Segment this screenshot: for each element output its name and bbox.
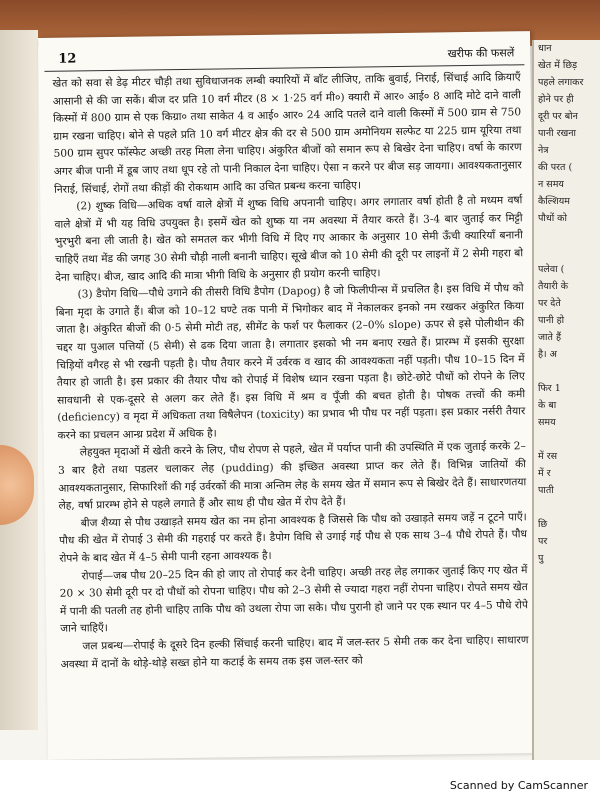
facing-page-line: की परत (: [538, 162, 573, 173]
facing-page-line: पर देते: [538, 298, 561, 309]
facing-page-line: है। अ: [538, 349, 557, 360]
book-page: [38, 31, 540, 760]
facing-page-line: पानी हो: [538, 315, 565, 326]
facing-page-line: फिर 1: [538, 383, 561, 394]
facing-page-line: के बा: [538, 400, 557, 411]
facing-page-line: कैल्शियम: [538, 196, 570, 207]
facing-page-line: पहले लगाकर: [538, 77, 584, 88]
facing-page-line: [534, 244, 600, 261]
page-body: [38, 65, 538, 674]
facing-page-line: होने पर ही: [538, 94, 574, 105]
facing-page-line: दूरी पर बोन: [538, 111, 578, 122]
facing-page-line: पाती: [538, 485, 554, 496]
paragraph-puddling: लेहयुक्त मृदाओं में खेती करने के लिए, पौध रोपण से पहले, खेत में पर्याप्त पानी की उपस्थिति में एक जुताई करके 2–3 बार हैरो तथा पडलर चलाकर लेह (pudding) की इच्छित अवस्था प्राप्त कर लेते हैं। विभिन्न जातियों की आवश्यकतानुसार, सिफारिशों की गई उर्वरकों की मात्रा अन्तिम लेह के समय खेत में समान रूप से बिखेर देते हैं। साधारणतया लेह, वर्षा प्रारम्भ होने से पहले लगाते हैं और साथ ही पौध खेत में रोप देते हैं।: [57, 440, 527, 513]
facing-page-line: नेत्र: [538, 145, 549, 156]
book-left-edge: [0, 30, 38, 730]
facing-page: [532, 40, 600, 760]
paragraph-water-management: जल प्रबन्ध—रोपाई के दूसरे दिन हल्की सिंचाई करनी चाहिए। बाद में जल-स्तर 5 सेमी तक कर देना चाहिए। साधारण अवस्था में दानों के थोड़े-थोड़े सख्त होने या कटाई के समय तक इस जल-स्तर को: [60, 634, 529, 671]
facing-page-line: [534, 431, 600, 448]
paragraph-uprooting: बीज शैय्या से पौध उखाड़ते समय खेत का नम होना आवश्यक है जिससे कि पौध को उखाड़ते समय जड़ें न टूटने पाएँ। पौध की खेत में रोपाई 3 सेमी की गहराई पर करते हैं। डैपोग विधि से उगाई गई पौध से एक साथ 3–4 पौधे रोपते हैं। पौध रोपने के बाद खेत में 4–5 सेमी पानी रहना आवश्यक है।: [58, 511, 528, 565]
scanner-watermark: Scanned by CamScanner: [449, 779, 588, 792]
paragraph-transplanting: रोपाई—जब पौध 20–25 दिन की हो जाए तो रोपाई कर देनी चाहिए। अच्छी तरह लेह लगाकर जुताई किए गए खेत में 20 × 30 सेमी दूरी पर दो पौधों को रोपना चाहिए। पौध को 2–3 सेमी से ज्यादा गहरा नहीं रोपना चाहिए। रोपते समय खेत में पानी की पतली तह होनी चाहिए ताकि पौध को उथला रोपा जा सके। पौध पुरानी हो जाने पर एक स्थान पर 4–5 पौधे रोपे जाने चाहिएँ।: [59, 563, 529, 636]
facing-page-line: पु: [538, 553, 544, 564]
paragraph-dry-method: (2) शुष्क विधि—अधिक वर्षा वाले क्षेत्रों में शुष्क विधि अपनानी चाहिए। अगर लगातार वर्षा होती है तो मध्यम वर्षा वाले क्षेत्रों में भी यह विधि उपयुक्त है। इसमें खेत को शुष्क या नम अवस्था में तैयार करते हैं। 3-4 बार जुताई कर मिट्टी भुरभुरी बना ली जाती है। खेत को समतल कर भीगी विधि में दिए गए आकार के अनुसार 10 सेमी ऊँची क्यारियाँ बनानी चाहिएँ तथा मेंड की जगह 30 सेमी चौड़ी नाली बनानी चाहिए। सूखे बीज को 10 सेमी की दूरी पर लाइनों में 2 सेमी गहरा बो देना चाहिए। बीज, खाद आदि की मात्रा भीगी विधि के अनुसार ही प्रयोग करनी चाहिए।: [54, 194, 524, 284]
facing-page-line: जाते हैं: [538, 332, 561, 343]
facing-page-line: [534, 227, 600, 244]
facing-page-line: पर: [538, 536, 548, 547]
facing-page-line: [534, 499, 600, 516]
facing-page-line: [534, 363, 600, 380]
facing-page-line: समय: [538, 417, 556, 428]
paragraph-wet-method: खेत को सवा से डेढ़ मीटर चौड़ी तथा सुविधाजनक लम्बी क्यारियों में बाँट लीजिए, ताकि बुवाई, निराई, सिंचाई आदि क्रियाएँ आसानी से की जा सकें। बीज दर प्रति 10 वर्ग मीटर (8 × 1·25 वर्ग मी०) क्यारी में आर० आई० 8 आदि मोटे दाने वाली किस्मों में 800 ग्राम से एक किग्रा० तथा साकेत 4 व आई० आर० 24 आदि पतले दाने वाली किस्मों में 500 ग्राम से 750 ग्राम रखना चाहिए। बोने से पहले प्रति 10 वर्ग मीटर क्षेत्र की दर से 500 ग्राम अमोनियम सल्फेट या 225 ग्राम यूरिया तथा 500 ग्राम सुपर फॉस्फेट अच्छी तरह मिला लेना चाहिए। अंकुरित बीजों को समान रूप से बिखेर देना चाहिए। वर्षा के कारण अगर बीज पानी में डूब जाए तथा धूप रहे तो पानी निकाल देना चाहिए। ऐसा न करने पर बीज सड़ जायगा। आवश्यकतानुसार निराई, सिंचाई, रोगों तथा कीड़ों की रोकथाम आदि का उचित प्रबन्ध करना चाहिए।: [52, 71, 522, 196]
facing-page-line: पानी रखना: [538, 128, 576, 139]
facing-page-line: धान: [538, 43, 552, 54]
page-number: 12: [58, 51, 77, 67]
facing-page-line: खेत में छिड़: [538, 60, 578, 71]
running-head: खरीफ की फसलें: [447, 46, 515, 61]
facing-page-line: न समय: [538, 179, 564, 190]
facing-page-line: छि: [538, 519, 548, 530]
facing-page-line: में रस: [538, 451, 558, 462]
facing-page-line: पलेवा (: [538, 264, 565, 275]
facing-page-line: पौधों को: [538, 213, 567, 224]
facing-page-line: तैयारी के: [538, 281, 569, 292]
paragraph-dapog-method: (3) डैपोग विधि—पौधे उगाने की तीसरी विधि डैपोग (Dapog) है जो फिलीपीन्स में प्रचलित है। इस विधि में पौध को बिना मृदा के उगाते हैं। बीज को 10–12 घण्टे तक पानी में भिगोकर बाद में नेकालकर इनको नम रखकर अंकुरित किया जाता है। अंकुरित बीजों की 0·5 सेमी मोटी तह, सीमेंट के फर्श पर फैलाकर (2–0% slope) ऊपर से इसे पोलीथीन की चद्दर या पुआल पत्तियों (5 सेमी) से ढक दिया जाता है। लगातार इसको भी नम बनाए रखते हैं। प्रारम्भ में इसकी सुरक्षा चिड़ियों वगैरह से भी रखनी पड़ती है। पौध तैयार करने में उर्वरक व खाद की आवश्यकता नहीं पड़ती। पौध 10–15 दिन में तैयार हो जाती है। इस प्रकार की तैयार पौध को रोपाई में विशेष ध्यान रखना पड़ता है। छोटे-छोटे पौधों को रोपने के लिए सावधानी से एक-दूसरे से अलग कर लेते हैं। इस विधि में श्रम व पूँजी की बचत होती है। पोषक तत्त्वों की कमी (deficiency) व मृदा में अधिकता तथा विषैलेपन (toxicity) का प्रभाव भी पौध पर नहीं पड़ता। इस प्रकार नर्सरी तैयार करने का प्रचलन आन्ध्र प्रदेश में अधिक है।: [55, 282, 526, 442]
facing-page-text: [534, 40, 600, 567]
facing-page-line: में र: [538, 468, 551, 479]
